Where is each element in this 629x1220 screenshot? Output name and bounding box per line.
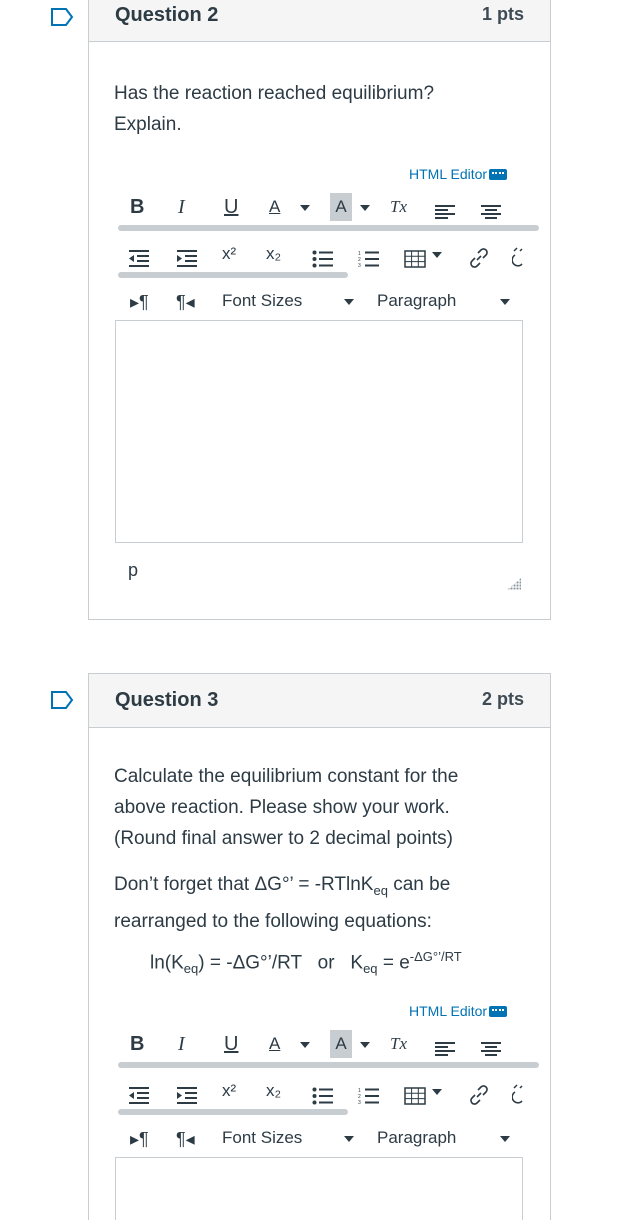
svg-text:1: 1: [358, 251, 361, 257]
italic-button[interactable]: I: [178, 195, 185, 218]
rich-text-editor[interactable]: [115, 1157, 523, 1220]
font-color-button[interactable]: A: [269, 197, 281, 216]
html-editor-toggle[interactable]: [409, 1003, 507, 1019]
font-sizes-dropdown[interactable]: Font Sizes: [222, 1128, 303, 1147]
toolbar-scrollbar[interactable]: [118, 1109, 348, 1115]
question-text-line: Explain.: [114, 114, 182, 135]
toolbar-scrollbar[interactable]: [118, 225, 539, 231]
underline-button[interactable]: U: [224, 1032, 239, 1055]
html-editor-label: HTML Editor: [409, 166, 488, 182]
rich-text-editor[interactable]: [115, 320, 523, 543]
paragraph-dropdown[interactable]: Paragraph: [377, 1128, 457, 1147]
hint-subscript: eq: [373, 882, 388, 898]
link-icon[interactable]: [468, 244, 490, 272]
question-header: [89, 0, 550, 42]
equation-right-eq: = e: [377, 952, 410, 974]
hint-line: rearranged to the following equations:: [114, 910, 432, 932]
equation-left: ln(K: [150, 952, 184, 974]
rtl-button[interactable]: ¶ ◂: [176, 291, 195, 312]
hint-tail: can be: [387, 874, 451, 895]
rtl-label: ¶: [176, 291, 186, 312]
subscript-button[interactable]: x₂: [266, 1081, 282, 1100]
question-points: 1 pts: [481, 4, 524, 24]
ltr-button[interactable]: ▸ ¶: [130, 291, 149, 312]
ltr-label: ¶: [139, 1128, 149, 1149]
editor-toolbar-row-3: [114, 1125, 524, 1155]
hint-text: Don’t forget that ΔG°’ = -RTlnK: [114, 874, 374, 895]
font-color-dropdown-icon[interactable]: [300, 205, 310, 211]
equation-left-tail: ) = -ΔG°’/RT: [198, 952, 302, 974]
table-dropdown-icon[interactable]: [432, 1089, 442, 1095]
svg-text:3: 3: [358, 263, 361, 269]
bold-button[interactable]: B: [130, 1032, 145, 1055]
paragraph-dropdown-icon[interactable]: [500, 1136, 510, 1142]
editor-toolbar-row-3: [114, 288, 524, 318]
numbered-list-icon[interactable]: [358, 245, 380, 273]
equation: [150, 949, 462, 976]
table-dropdown-icon[interactable]: [432, 252, 442, 258]
bullet-list-icon[interactable]: [312, 1082, 334, 1110]
font-color-button[interactable]: A: [269, 1034, 281, 1053]
outdent-icon[interactable]: [128, 1082, 150, 1110]
clear-formatting-button[interactable]: Tx: [390, 1034, 407, 1053]
question-text-line: Calculate the equilibrium constant for the: [114, 766, 459, 787]
flag-question-icon[interactable]: [50, 690, 74, 710]
font-sizes-dropdown[interactable]: Font Sizes: [222, 291, 303, 310]
background-color-dropdown-icon[interactable]: [360, 1042, 370, 1048]
ltr-label: ¶: [139, 291, 149, 312]
question-text-line: (Round final answer to 2 decimal points): [114, 828, 454, 849]
indent-icon[interactable]: [176, 1082, 198, 1110]
html-editor-toggle[interactable]: [409, 166, 507, 182]
table-icon[interactable]: [404, 1082, 426, 1110]
equation-left-sub: eq: [183, 961, 199, 977]
font-sizes-dropdown-icon[interactable]: [344, 299, 354, 305]
question-title: Question 2: [115, 4, 219, 26]
question-text-line: above reaction. Please show your work.: [114, 797, 450, 818]
flag-question-icon[interactable]: [50, 7, 74, 27]
paragraph-dropdown[interactable]: Paragraph: [377, 291, 457, 310]
toolbar-scrollbar[interactable]: [118, 1062, 539, 1068]
link-icon[interactable]: [468, 1081, 490, 1109]
question-title: Question 3: [115, 689, 219, 711]
paragraph-dropdown-icon[interactable]: [500, 299, 510, 305]
align-center-icon[interactable]: [480, 199, 502, 227]
font-color-dropdown-icon[interactable]: [300, 1042, 310, 1048]
bullet-list-icon[interactable]: [312, 245, 334, 273]
html-editor-label: HTML Editor: [409, 1003, 488, 1019]
equation-right: K: [350, 952, 364, 974]
hint-line: [114, 869, 450, 906]
svg-text:3: 3: [358, 1100, 361, 1106]
underline-button[interactable]: U: [224, 195, 239, 218]
superscript-button[interactable]: x²: [222, 244, 237, 263]
toolbar-scrollbar[interactable]: [118, 272, 348, 278]
ltr-button[interactable]: ▸ ¶: [130, 1128, 149, 1149]
unlink-icon[interactable]: [512, 244, 524, 272]
keyboard-icon: [489, 169, 507, 180]
numbered-list-icon[interactable]: [358, 1082, 380, 1110]
editor-toolbar-row-2: [114, 240, 524, 270]
rtl-button[interactable]: ¶ ◂: [176, 1128, 195, 1149]
table-icon[interactable]: [404, 245, 426, 273]
unlink-icon[interactable]: [512, 1081, 524, 1109]
outdent-icon[interactable]: [128, 245, 150, 273]
indent-icon[interactable]: [176, 245, 198, 273]
align-left-icon[interactable]: [434, 1036, 456, 1064]
equation-or: or: [317, 952, 335, 974]
svg-text:2: 2: [358, 257, 361, 263]
editor-toolbar-row-1: [114, 193, 524, 223]
background-color-button[interactable]: A: [330, 193, 352, 221]
equation-right-sup: -ΔG°’/RT: [409, 949, 462, 964]
svg-text:1: 1: [358, 1088, 361, 1094]
font-sizes-dropdown-icon[interactable]: [344, 1136, 354, 1142]
question-text: [114, 761, 458, 854]
clear-formatting-button[interactable]: Tx: [390, 197, 407, 216]
italic-button[interactable]: I: [178, 1032, 185, 1055]
editor-toolbar-row-2: [114, 1077, 524, 1107]
subscript-button[interactable]: x₂: [266, 244, 282, 263]
superscript-button[interactable]: x²: [222, 1081, 237, 1100]
align-center-icon[interactable]: [480, 1036, 502, 1064]
question-text-line: Has the reaction reached equilibrium?: [114, 83, 435, 104]
question-points: 2 pts: [481, 689, 524, 709]
keyboard-icon: [489, 1006, 507, 1017]
bold-button[interactable]: B: [130, 195, 145, 218]
question-hint: [114, 869, 450, 937]
background-color-button[interactable]: A: [330, 1030, 352, 1058]
editor-toolbar-row-1: [114, 1030, 524, 1060]
element-path[interactable]: p: [128, 560, 139, 580]
svg-text:2: 2: [358, 1094, 361, 1100]
background-color-dropdown-icon[interactable]: [360, 205, 370, 211]
question-header: [89, 674, 550, 728]
align-left-icon[interactable]: [434, 199, 456, 227]
question-text: [114, 78, 434, 140]
equation-right-sub: eq: [363, 961, 378, 977]
rtl-label: ¶: [176, 1128, 186, 1149]
